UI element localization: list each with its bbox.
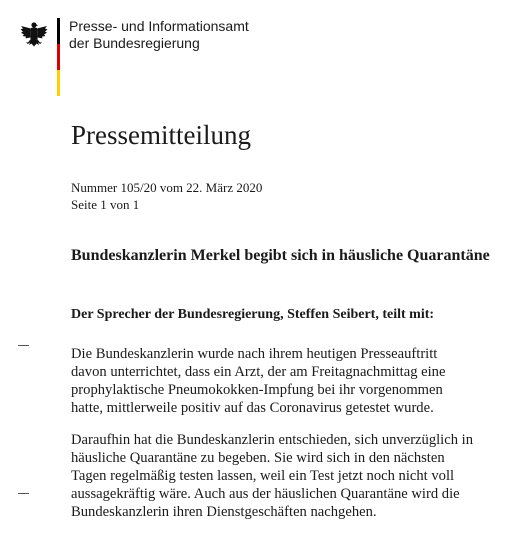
- paragraph-line: prophylaktische Pneumokokken-Impfung bei ihr vorgenommen: [71, 382, 443, 398]
- flag-gold-band: [57, 70, 60, 96]
- document-meta: [71, 179, 262, 213]
- organization-name-line1: Presse- und Informationsamt: [69, 18, 249, 34]
- paragraph-line: Bundeskanzlerin ihren Dienstgeschäften nachgehen.: [71, 504, 377, 520]
- speaker-statement: Der Sprecher der Bundesregierung, Steffen Seibert, teilt mit:: [71, 307, 435, 322]
- paragraph-line: hatte, mittlerweile positiv auf das Coronavirus getestet wurde.: [71, 400, 434, 416]
- paragraph-line: davon unterrichtet, dass ein Arzt, der am Freitagnachmittag eine: [71, 364, 446, 380]
- federal-flag-stripe: [57, 18, 60, 96]
- paragraph-line: Daraufhin hat die Bundeskanzlerin entschieden, sich unverzüglich in: [71, 432, 474, 448]
- paragraph-line: häusliche Quarantäne zu begeben. Sie wird sich in den nächsten: [71, 450, 445, 466]
- paragraph-line: Tagen regelmäßig testen lassen, weil ein Test jetzt noch nicht voll: [71, 468, 455, 484]
- fold-mark-lower: [18, 493, 29, 494]
- organization-name-line2: der Bundesregierung: [69, 35, 200, 51]
- document-title: Pressemitteilung: [71, 120, 251, 150]
- paragraph-2: [71, 431, 473, 521]
- federal-eagle-icon: [20, 20, 48, 52]
- organization-name: [69, 18, 249, 52]
- paragraph-line: Die Bundeskanzlerin wurde nach ihrem heutigen Presseauftritt: [71, 346, 438, 362]
- paragraph-line: aussagekräftig wäre. Auch aus der häuslichen Quarantäne wird die: [71, 486, 460, 502]
- page-count: Seite 1 von 1: [71, 197, 140, 212]
- flag-red-band: [57, 44, 60, 70]
- fold-mark-upper: [18, 345, 29, 346]
- paragraph-1: [71, 345, 445, 417]
- press-release-headline: Bundeskanzlerin Merkel begibt sich in häusliche Quarantäne: [71, 247, 490, 264]
- press-release-number: Nummer 105/20 vom 22. März 2020: [71, 180, 263, 195]
- flag-black-band: [57, 18, 60, 44]
